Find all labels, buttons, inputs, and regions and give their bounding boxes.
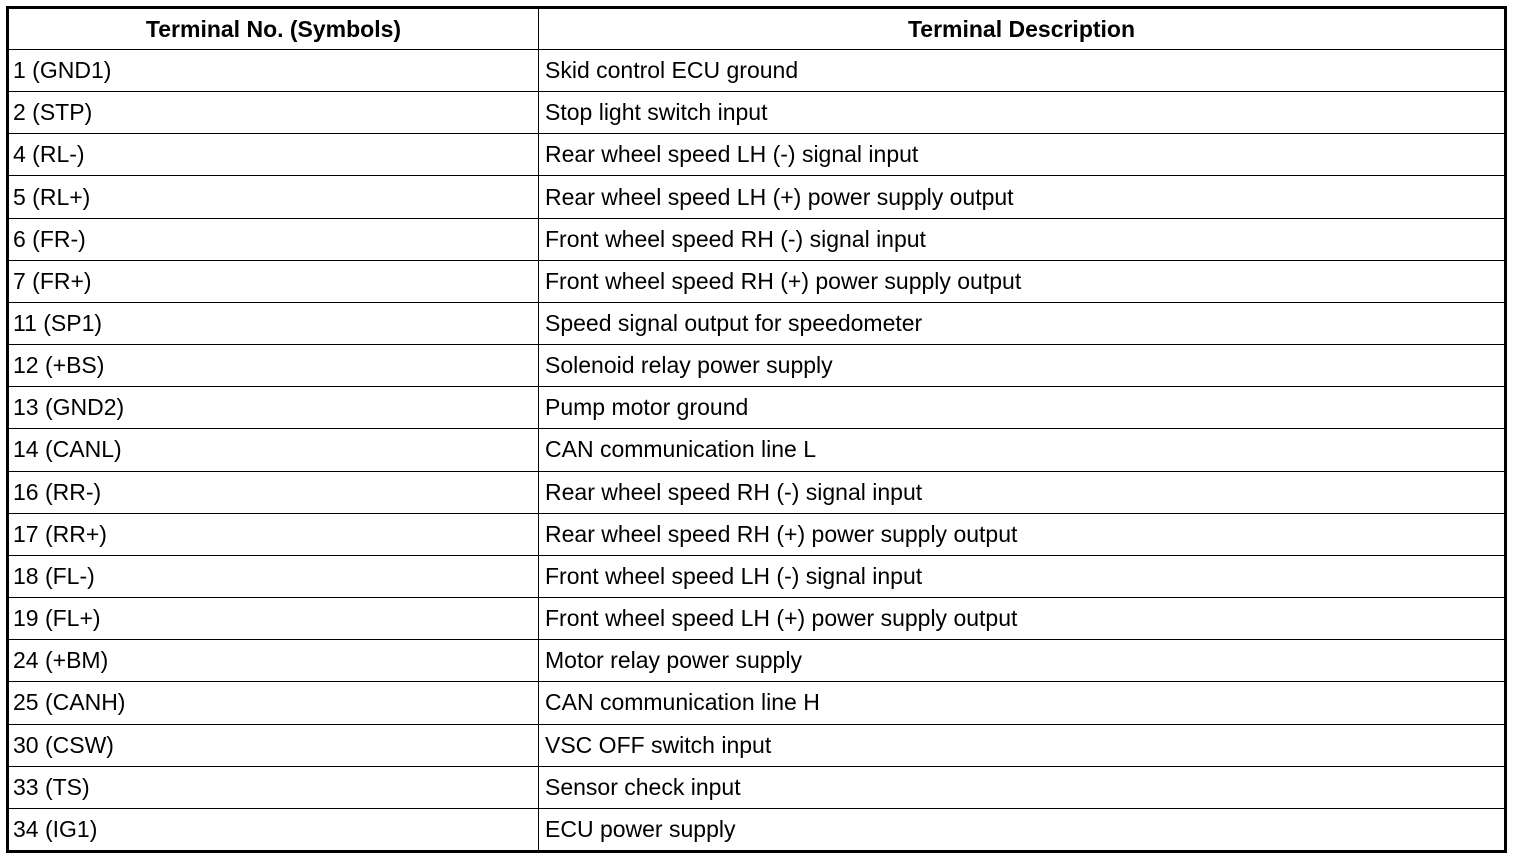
header-description: Terminal Description — [539, 8, 1506, 50]
description-cell: VSC OFF switch input — [539, 724, 1506, 766]
table-row — [8, 640, 1506, 682]
terminal-cell: 18 (FL-) — [8, 555, 539, 597]
table-row — [8, 555, 1506, 597]
terminal-cell: 1 (GND1) — [8, 50, 539, 92]
terminal-cell: 7 (FR+) — [8, 260, 539, 302]
terminal-cell: 16 (RR-) — [8, 471, 539, 513]
description-cell: Rear wheel speed LH (-) signal input — [539, 134, 1506, 176]
table-row — [8, 598, 1506, 640]
terminal-cell: 24 (+BM) — [8, 640, 539, 682]
description-cell: CAN communication line L — [539, 429, 1506, 471]
terminal-cell: 5 (RL+) — [8, 176, 539, 218]
terminal-cell: 6 (FR-) — [8, 218, 539, 260]
table-row — [8, 302, 1506, 344]
table-row — [8, 176, 1506, 218]
table-row — [8, 766, 1506, 808]
terminal-cell: 33 (TS) — [8, 766, 539, 808]
table-row — [8, 724, 1506, 766]
description-cell: Solenoid relay power supply — [539, 345, 1506, 387]
terminal-cell: 19 (FL+) — [8, 598, 539, 640]
description-cell: Speed signal output for speedometer — [539, 302, 1506, 344]
description-cell: Motor relay power supply — [539, 640, 1506, 682]
table-row — [8, 682, 1506, 724]
terminal-cell: 13 (GND2) — [8, 387, 539, 429]
table-row — [8, 134, 1506, 176]
table-row — [8, 471, 1506, 513]
description-cell: Rear wheel speed RH (+) power supply output — [539, 513, 1506, 555]
table-row — [8, 218, 1506, 260]
terminal-cell: 11 (SP1) — [8, 302, 539, 344]
description-cell: ECU power supply — [539, 808, 1506, 851]
table-row — [8, 429, 1506, 471]
header-row — [8, 8, 1506, 50]
terminal-table — [6, 6, 1507, 853]
terminal-cell: 30 (CSW) — [8, 724, 539, 766]
table-row — [8, 387, 1506, 429]
terminal-cell: 17 (RR+) — [8, 513, 539, 555]
header-terminal: Terminal No. (Symbols) — [8, 8, 539, 50]
terminal-cell: 34 (IG1) — [8, 808, 539, 851]
table-body — [8, 50, 1506, 852]
table-row — [8, 513, 1506, 555]
description-cell: Front wheel speed LH (+) power supply output — [539, 598, 1506, 640]
description-cell: Rear wheel speed LH (+) power supply output — [539, 176, 1506, 218]
description-cell: Front wheel speed RH (+) power supply output — [539, 260, 1506, 302]
terminal-cell: 12 (+BS) — [8, 345, 539, 387]
description-cell: Rear wheel speed RH (-) signal input — [539, 471, 1506, 513]
table-row — [8, 808, 1506, 851]
table-row — [8, 260, 1506, 302]
terminal-cell: 25 (CANH) — [8, 682, 539, 724]
description-cell: Front wheel speed RH (-) signal input — [539, 218, 1506, 260]
description-cell: Pump motor ground — [539, 387, 1506, 429]
description-cell: Front wheel speed LH (-) signal input — [539, 555, 1506, 597]
table-row — [8, 92, 1506, 134]
table-row — [8, 345, 1506, 387]
terminal-cell: 14 (CANL) — [8, 429, 539, 471]
terminal-cell: 4 (RL-) — [8, 134, 539, 176]
description-cell: Sensor check input — [539, 766, 1506, 808]
table-row — [8, 50, 1506, 92]
description-cell: CAN communication line H — [539, 682, 1506, 724]
description-cell: Skid control ECU ground — [539, 50, 1506, 92]
terminal-cell: 2 (STP) — [8, 92, 539, 134]
description-cell: Stop light switch input — [539, 92, 1506, 134]
